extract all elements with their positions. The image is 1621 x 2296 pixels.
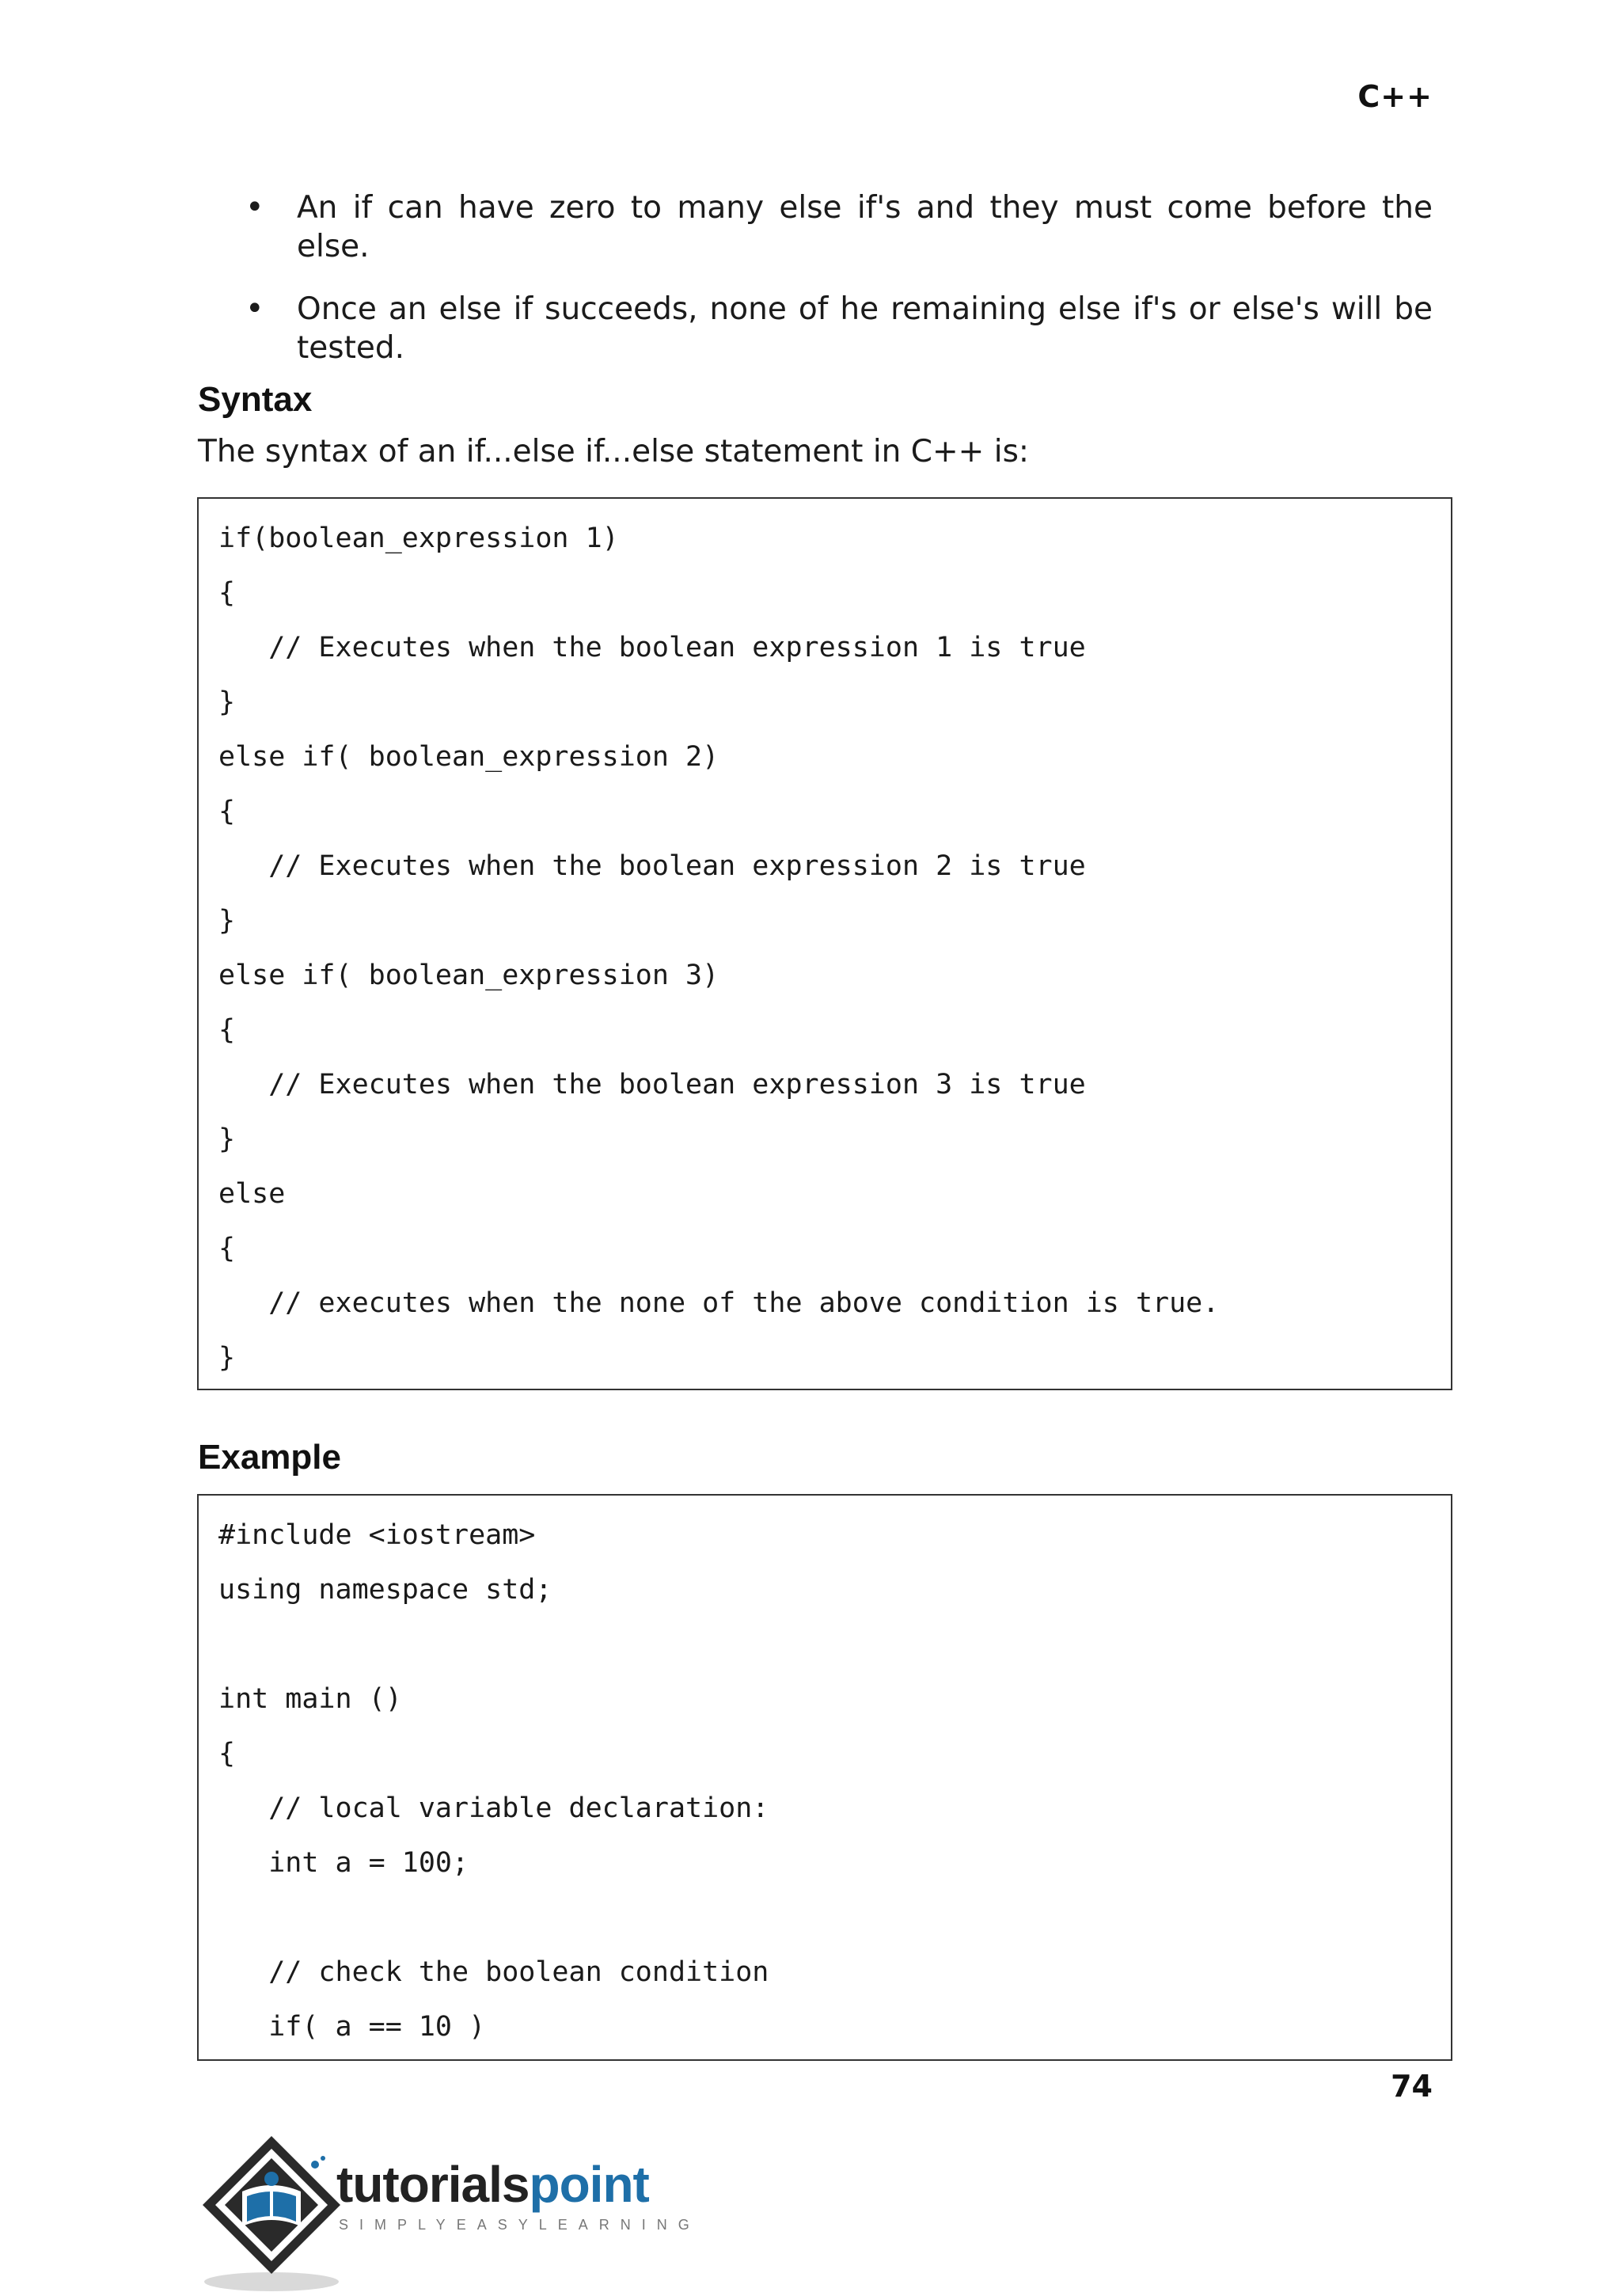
running-header: C++	[1357, 79, 1433, 114]
bullet-item: • An if can have zero to many else if's and they must come before the else.	[198, 188, 1433, 266]
example-code-block	[197, 1494, 1452, 2061]
example-heading: Example	[198, 1438, 341, 1477]
syntax-code-block	[197, 497, 1452, 1390]
syntax-intro: The syntax of an if...else if...else statement in C++ is:	[198, 434, 1030, 469]
code-line	[218, 1617, 1451, 1672]
code-line: int main ()	[218, 1683, 402, 1715]
code-line: {	[218, 796, 236, 827]
code-line	[218, 1891, 1451, 1945]
code-line: {	[218, 1014, 236, 1046]
code-line: int a = 100;	[218, 1847, 469, 1879]
code-line: }	[218, 1342, 236, 1374]
code-line: // check the boolean condition	[218, 1956, 769, 1988]
code-line: {	[218, 1233, 236, 1264]
code-line: else	[218, 1178, 286, 1210]
code-line: // Executes when the boolean expression 1 is true	[218, 632, 1086, 663]
code-line: {	[218, 1738, 236, 1770]
code-line: }	[218, 686, 236, 718]
code-line: // Executes when the boolean expression 3 is true	[218, 1069, 1086, 1100]
tutorialspoint-logo-icon	[196, 2130, 347, 2296]
logo-wordmark: tutorialspoint	[336, 2156, 649, 2213]
code-line: {	[218, 577, 236, 609]
code-line: using namespace std;	[218, 1574, 552, 1606]
page-number: 74	[1391, 2069, 1433, 2104]
logo-tagline: SIMPLYEASYLEARNING	[339, 2217, 700, 2233]
bullet-item: • Once an else if succeeds, none of he remaining else if's or else's will be tested.	[198, 290, 1433, 367]
code-line: #include <iostream>	[218, 1519, 536, 1551]
code-line: }	[218, 905, 236, 937]
syntax-heading: Syntax	[198, 380, 313, 419]
bullet-list	[198, 188, 1433, 391]
code-line: if( a == 10 )	[218, 2011, 486, 2043]
code-line: else if( boolean_expression 2)	[218, 741, 719, 773]
code-line: if(boolean_expression 1)	[218, 523, 619, 554]
code-line: // Executes when the boolean expression 2 is true	[218, 850, 1086, 882]
code-line: }	[218, 1123, 236, 1155]
code-line: // local variable declaration:	[218, 1792, 769, 1824]
code-line: // executes when the none of the above condition is true.	[218, 1287, 1220, 1319]
code-line: else if( boolean_expression 3)	[218, 960, 719, 991]
